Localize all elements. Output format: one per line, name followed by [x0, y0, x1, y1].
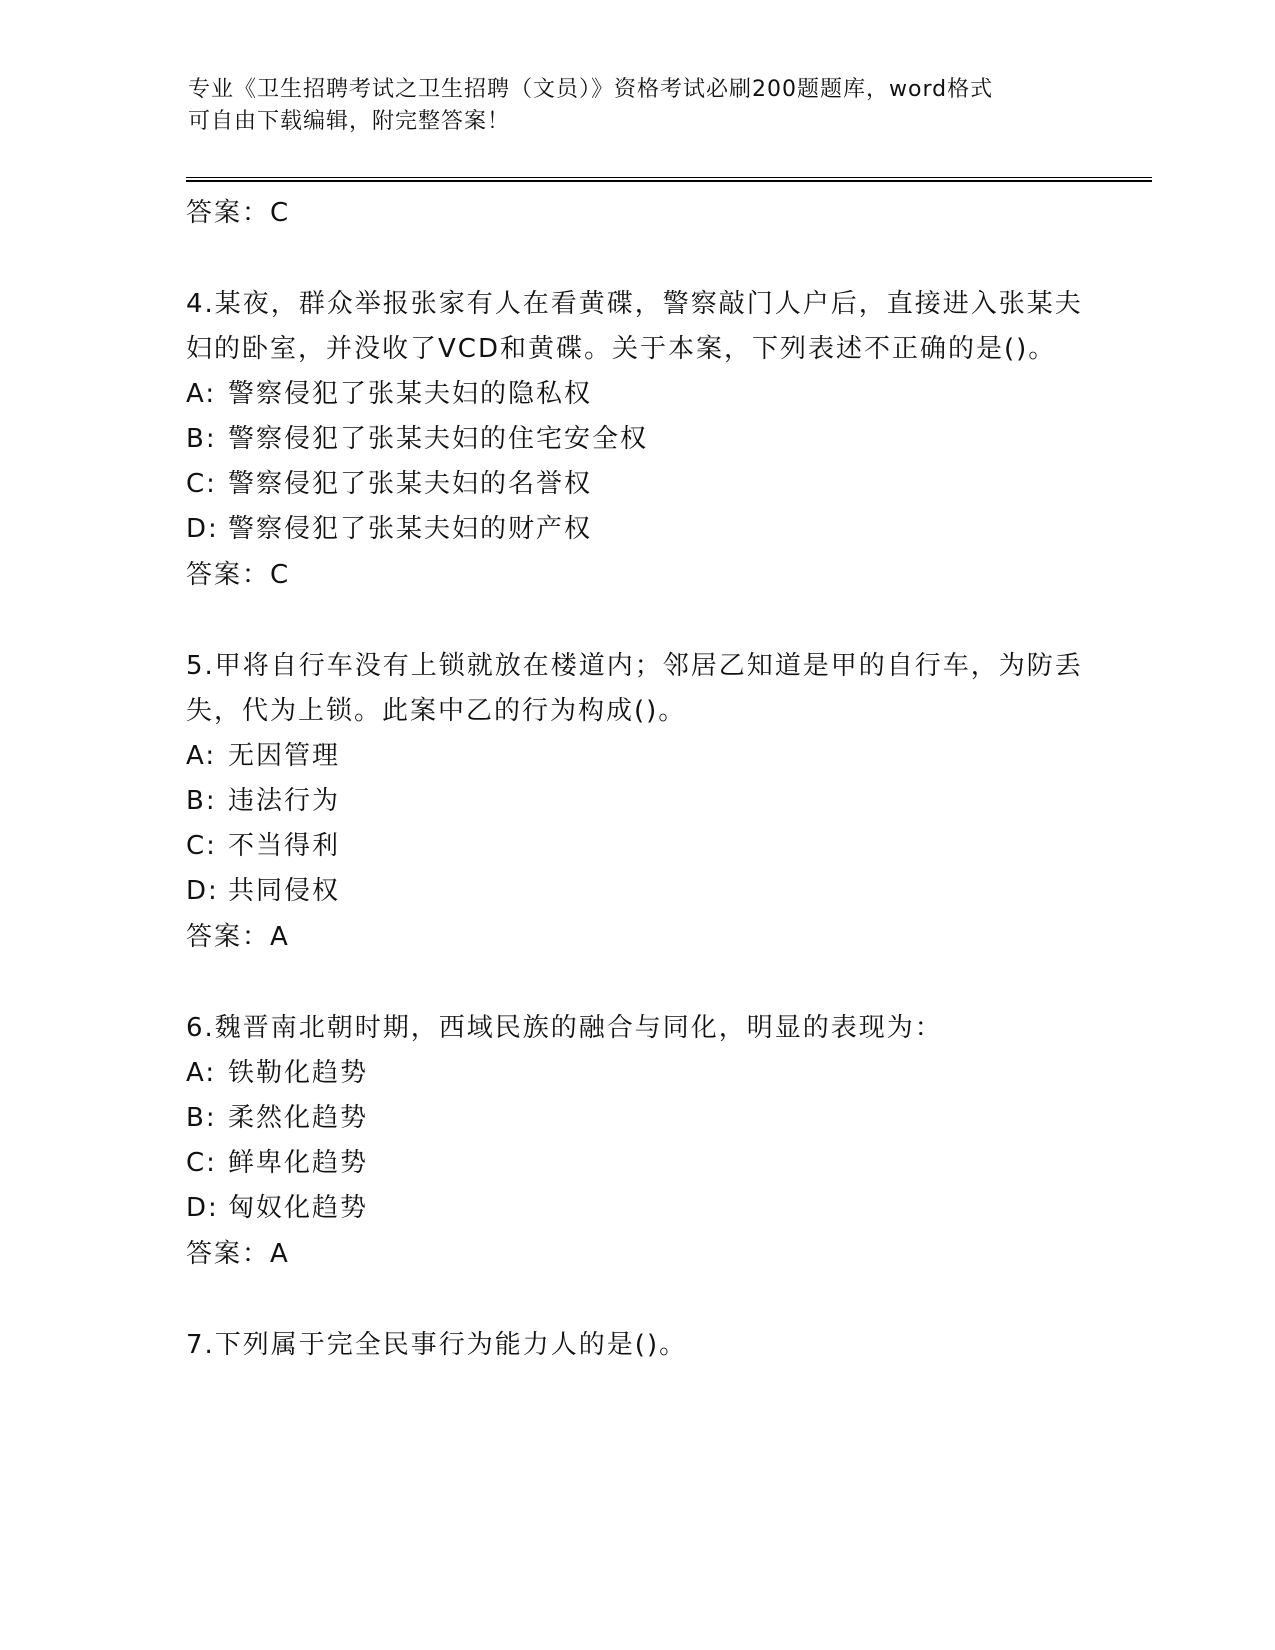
question-list [186, 190, 1086, 1368]
option-text: 警察侵犯了张某夫妇的名誉权 [228, 469, 593, 499]
option-text: 无因管理 [228, 741, 341, 771]
option-letter: C: [186, 469, 217, 499]
option-letter: C: [186, 831, 217, 861]
question-block [186, 1323, 1086, 1368]
option-text: 共同侵权 [228, 876, 341, 906]
option-text: 警察侵犯了张某夫妇的隐私权 [228, 379, 593, 409]
header-line-2: 可自由下载编辑，附完整答案！ [188, 109, 511, 134]
option-item [186, 507, 1086, 552]
header-line-1: 专业《卫生招聘考试之卫生招聘（文员）》资格考试必刷200题题库，word格式 [188, 77, 994, 102]
option-text: 警察侵犯了张某夫妇的财产权 [228, 514, 593, 544]
option-item [186, 1186, 1086, 1231]
option-letter: B: [186, 424, 217, 454]
option-item [186, 869, 1086, 914]
option-text: 不当得利 [228, 831, 341, 861]
option-text: 鲜卑化趋势 [228, 1148, 369, 1178]
option-letter: B: [186, 786, 217, 816]
question-block [186, 644, 1086, 960]
option-letter: C: [186, 1148, 217, 1178]
option-letter: B: [186, 1103, 217, 1133]
option-item [186, 779, 1086, 824]
option-item [186, 417, 1086, 462]
option-item [186, 1051, 1086, 1096]
question-text: 4.某夜，群众举报张家有人在看黄碟，警察敲门人户后，直接进入张某夫妇的卧室，并没收了VCD和黄碟。关于本案，下列表述不正确的是()。 [186, 289, 1083, 364]
question-block [186, 1006, 1086, 1277]
option-text: 柔然化趋势 [228, 1103, 369, 1133]
answer-line: 答案：C [186, 198, 291, 228]
option-letter: D: [186, 514, 219, 544]
option-text: 警察侵犯了张某夫妇的住宅安全权 [228, 424, 649, 454]
option-item [186, 372, 1086, 417]
question-text: 5.甲将自行车没有上锁就放在楼道内；邻居乙知道是甲的自行车，为防丢失，代为上锁。此案中乙的行为构成()。 [186, 651, 1083, 726]
option-text: 匈奴化趋势 [228, 1193, 369, 1223]
option-item [186, 1141, 1086, 1186]
question-text: 7.下列属于完全民事行为能力人的是()。 [186, 1330, 688, 1360]
option-letter: A: [186, 1058, 217, 1088]
option-text: 违法行为 [228, 786, 341, 816]
option-item [186, 462, 1086, 507]
option-text: 铁勒化趋势 [228, 1058, 369, 1088]
answer-line: 答案：C [186, 560, 291, 590]
option-letter: D: [186, 876, 219, 906]
answer-line: 答案：A [186, 922, 290, 952]
document-header [188, 74, 1078, 138]
option-item [186, 734, 1086, 779]
option-item [186, 1096, 1086, 1141]
answer-line: 答案：A [186, 1239, 290, 1269]
option-letter: A: [186, 741, 217, 771]
option-item [186, 824, 1086, 869]
question-text: 6.魏晋南北朝时期，西域民族的融合与同化，明显的表现为： [186, 1013, 943, 1043]
header-divider [186, 177, 1152, 182]
option-letter: A: [186, 379, 217, 409]
option-letter: D: [186, 1193, 219, 1223]
question-block [186, 282, 1086, 598]
